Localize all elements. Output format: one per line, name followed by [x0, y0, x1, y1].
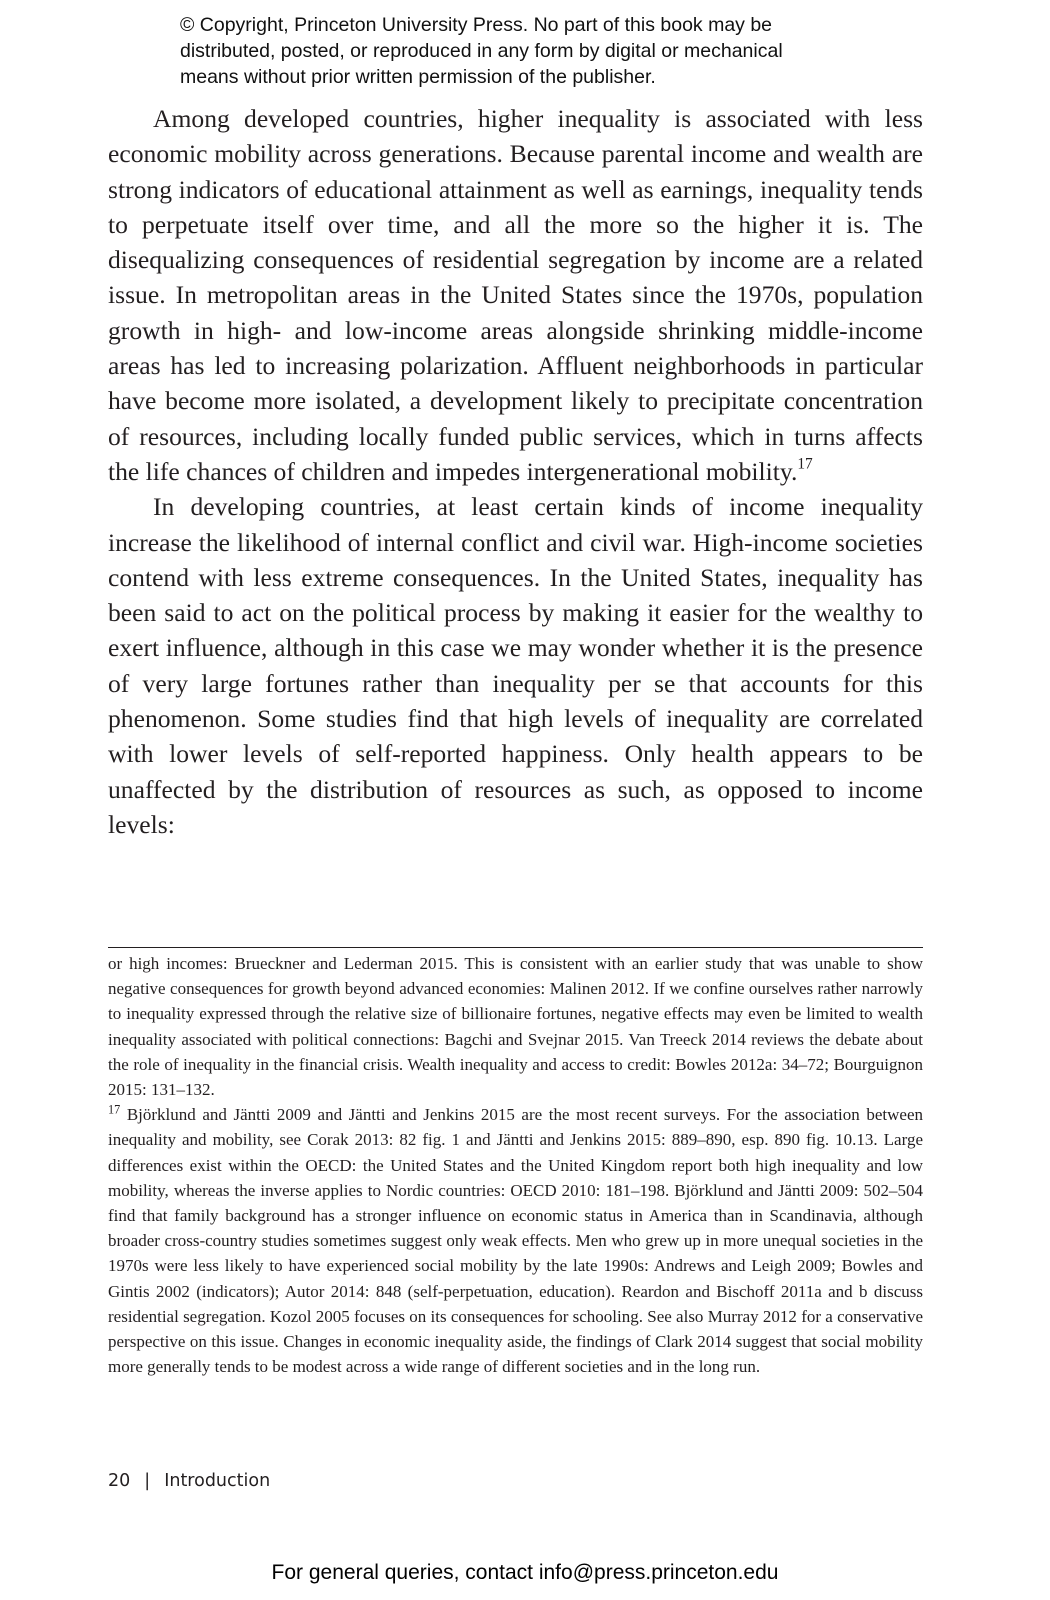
paragraph-text: Among developed countries, higher inequality is associated with less economic mobility across generations. Because parental income and wealth are strong indicators of educational attainment as well as earnings, inequality tends to perpetuate itself over time, and all the more so the higher it is. The disequalizing consequences of residential segregation by income are a related issue. In metropolitan areas in the United States since the 1970s, population growth in high- and low-income areas alongside shrinking middle-income areas has led to increasing polarization. Affluent neighborhoods in particular have become more isolated, a development likely to precipitate concentration of resources, including locally funded public services, which in turns affects the life chances of children and impedes intergenerational mobility. — [108, 104, 923, 486]
copyright-line: distributed, posted, or reproduced in any form by digital or mechanical — [180, 40, 783, 62]
folio-separator: | — [144, 1471, 151, 1491]
copyright-line: means without prior written permission of the publisher. — [180, 66, 656, 88]
running-footer — [108, 1471, 270, 1491]
footnote-continued: or high incomes: Brueckner and Lederman 2015. This is consistent with an earlier study that was unable to show negative consequences for growth beyond advanced economies: Malinen 2012. If we confine ourselves rather narrowly to inequality expressed through the relative size of billionaire fortunes, negative effects may even be limited to wealth inequality associated with political connections: Bagchi and Svejnar 2015. Van Treeck 2014 reviews the debate about the role of inequality in the financial crisis. Wealth inequality and access to credit: Bowles 2012a: 34–72; Bourguignon 2015: 131–132. — [108, 954, 923, 1100]
section-title: Introduction — [164, 1471, 271, 1491]
footnote-reference: 17 — [797, 455, 813, 473]
body-paragraph — [108, 101, 923, 489]
main-text — [108, 101, 923, 842]
copyright-line: © Copyright, Princeton University Press. No part of this book may be — [180, 14, 773, 36]
footnote-text: Björklund and Jäntti 2009 and Jäntti and Jenkins 2015 are the most recent surveys. For the association between inequality and mobility, see Corak 2013: 82 fig. 1 and Jäntti and Jenkins 2015: 889–890, esp. 890 fig. 10.13. Large differences exist within the OECD: the United States and the United Kingdom report both high inequality and low mobility, whereas the inverse applies to Nordic countries: OECD 2010: 181–198. Björklund and Jäntti 2009: 502–504 find that family background has a stronger influence on economic status in America than in Scandinavia, although broader cross-country studies sometimes suggest only weak effects. Men who grew up in more unequal societies in the 1970s were less likely to have experienced social mobility by the late 1990s: Andrews and Leigh 2009; Bowles and Gintis 2002 (indicators); Autor 2014: 848 (self-perpetuation, education). Reardon and Bischoff 2011a and b discuss residential segregation. Kozol 2005 focuses on its consequences for schooling. See also Murray 2012 for a conservative perspective on this issue. Changes in economic inequality aside, the findings of Clark 2014 suggest that social mobility more generally tends to be modest across a wide range of different societies and in the long run. — [108, 1105, 923, 1377]
contact-line: For general queries, contact info@press.princeton.edu — [271, 1561, 779, 1584]
footnote-number: 17 — [108, 1102, 121, 1117]
paragraph-text: In developing countries, at least certain kinds of income inequality increase the likelihood of internal conflict and civil war. High-income societies contend with less extreme consequences. In the United States, inequality has been said to act on the political process by making it easier for the wealthy to exert influence, although in this case we may wonder whether it is the presence of very large fortunes rather than inequality per se that accounts for this phenomenon. Some studies find that high levels of inequality are correlated with lower levels of self-reported happiness. Only health appears to be unaffected by the distribution of resources as such, as opposed to income levels: — [108, 492, 923, 839]
footnote-17 — [108, 1102, 923, 1379]
copyright-notice — [180, 12, 900, 90]
footnotes — [108, 951, 923, 1379]
page-number: 20 — [108, 1471, 131, 1491]
footnote-rule — [108, 947, 923, 948]
body-paragraph — [108, 489, 923, 842]
